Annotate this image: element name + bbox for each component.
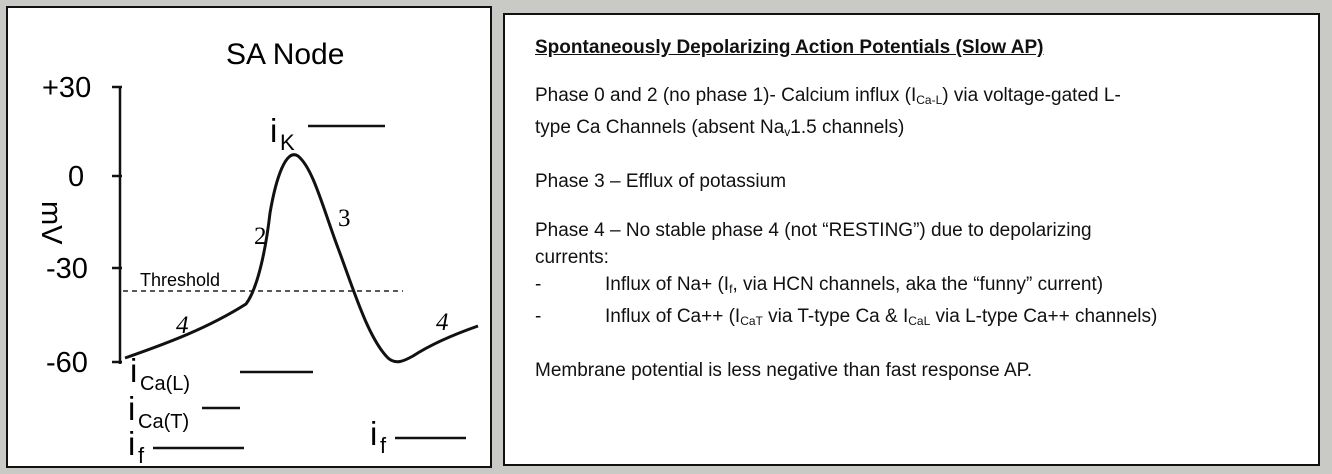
phase-4-label-left: 4 [176,312,189,339]
panel-title: Spontaneously Depolarizing Action Potentials (Slow AP) [535,37,1044,58]
svg-text:Ca(T): Ca(T) [138,411,190,433]
phase-2-label: 2 [254,223,267,250]
svg-text:i: i [130,352,138,389]
svg-text:f: f [380,433,387,458]
footer-text: Membrane potential is less negative than fast response AP. [535,360,1033,381]
svg-text:i: i [370,415,378,452]
phase3-text: Phase 3 – Efflux of potassium [535,171,787,192]
bullet-funny-current: - Influx of $Na+ (I_f$, via HCN channels, aka the “funny” current) [535,274,1104,296]
y-axis-label: mV [35,201,67,245]
sa-node-diagram-panel [6,6,492,468]
svg-text:i: i [128,425,136,462]
bullet-calcium-current: - Influx of $Ca++ (I_{CaT}$ via T-type Ca & $I_{CaL}$ via L-type Ca++ channels) [535,306,1158,328]
phase4-text: Phase 4 – No stable phase 4 (not “RESTING”) due to depolarizing currents: - Influx of $Na+ (I_f$, via HCN channels, aka the “funny” current) - Influx of $Ca++ (I_{CaT}$ via T-type Ca & $I_{CaL}$ via L-type Ca++ channels) [535,217,1318,335]
svg-text:i: i [128,390,136,427]
tick-label-minus60: -60 [46,347,88,379]
current-icat-label [128,390,189,433]
sa-node-diagram [8,8,494,470]
threshold-label: Threshold [140,270,221,290]
explanation-panel [503,13,1320,466]
svg-text:K: K [280,130,295,155]
svg-text:i: i [270,112,278,149]
tick-label-minus30: -30 [46,253,88,285]
svg-text:Ca(L): Ca(L) [140,373,191,395]
tick-label-0: 0 [68,161,85,193]
svg-text:f: f [138,443,145,468]
phase-3-label: 3 [338,205,351,232]
tick-label-plus30: +30 [42,72,92,104]
current-ik-label [270,112,295,155]
phase-4-label-right: 4 [436,309,449,336]
current-ical-label [130,352,190,395]
phase0-text: Phase 0 and 2 (no phase 1)- Calcium influx $(I_{Ca-L})$ via voltage-gated L- type Ca Channels (absent $Na_v1.5$ channels) [535,85,1121,139]
current-if-right-label [370,415,387,458]
diagram-title: SA Node [226,38,345,71]
